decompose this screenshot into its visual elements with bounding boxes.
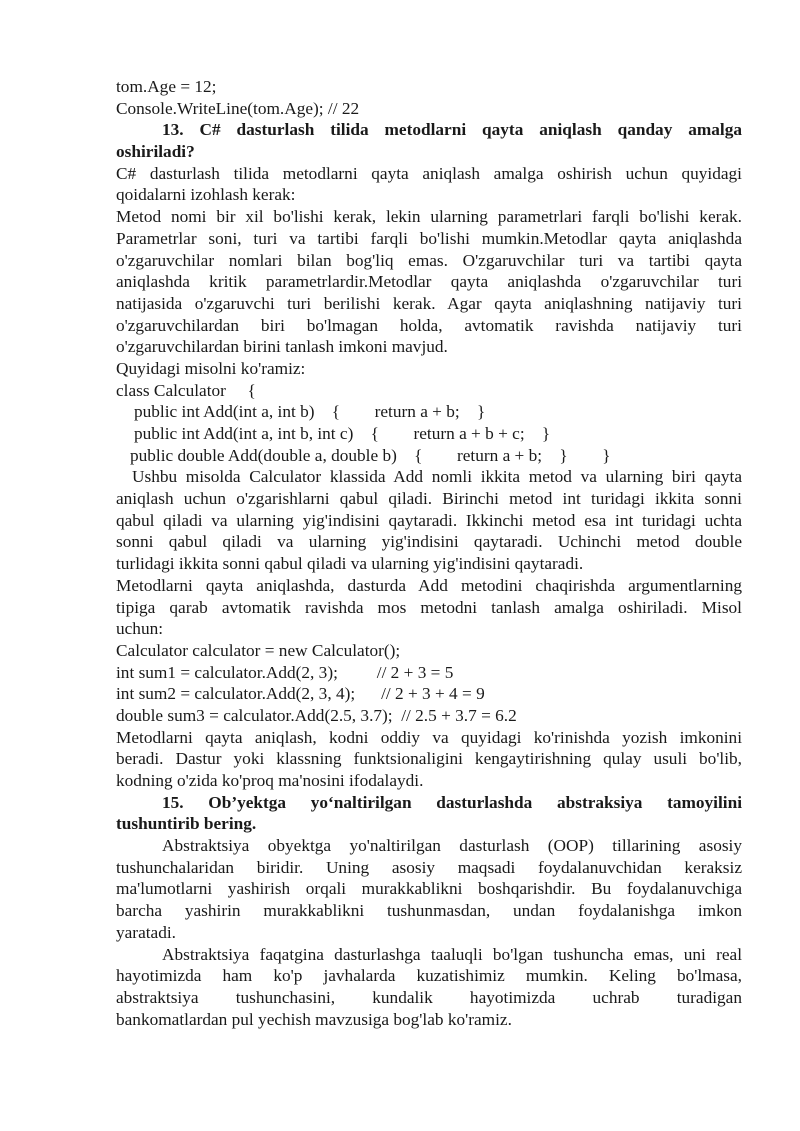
code-line: class Calculator { (116, 380, 256, 400)
text-line: hayotimizda ham ko'p javhalarda kuzatishimiz mumkin. Keling bo'lmasa, (116, 966, 742, 986)
text-line: aniqlashda kritik parametrlardir.Metodlar qayta aniqlashda o'zgaruvchilar turi (116, 272, 742, 292)
section-heading-15: 15. Ob’yektga yo‘naltirilgan dasturlashda abstraksiya tamoyilini (162, 792, 742, 812)
text-line: o'zgaruvchilardan birini tanlash imkoni mavjud. (116, 337, 448, 357)
text-line: tipiga qarab avtomatik ravishda mos metodni tanlash amalga oshiriladi. Misol (116, 597, 742, 617)
code-line: tom.Age = 12; (116, 77, 217, 96)
text-line: qabul qiladi va ularning yig'indisini qaytaradi. Ikkinchi metod esa int turidagi uchta (116, 510, 742, 530)
text-line: yaratadi. (116, 922, 176, 942)
text-line: aniqlash uchun o'zgarishlarni qabul qiladi. Birinchi metod int turidagi ikkita sonni (116, 489, 742, 509)
code-line: public int Add(int a, int b, int c) { return a + b + c; } (134, 424, 551, 443)
text-line: qoidalarni izohlash kerak: (116, 185, 296, 205)
text-line: tushunchalaridan biridir. Uning asosiy maqsadi foydalanuvchidan keraksiz (116, 857, 742, 877)
section-heading-13: 13. C# dasturlash tilida metodlarni qayta aniqlash qanday amalga (162, 120, 742, 140)
code-line: Calculator calculator = new Calculator(); (116, 640, 401, 660)
code-line: Console.WriteLine(tom.Age); // 22 (116, 98, 360, 118)
text-line: Parametrlar soni, turi va tartibi farqli bo'lishi mumkin.Metodlar qayta aniqlashda (116, 228, 742, 248)
text-line: o'zgaruvchilardan biri bo'lmagan holda, avtomatik ravishda natijaviy turi (116, 315, 742, 335)
text-line: sonni qabul qiladi va ularning yig'indisini qaytaradi. Uchinchi metod double (116, 532, 742, 552)
code-line: public double Add(double a, double b) { return a + b; } } (130, 445, 611, 465)
code-line: int sum1 = calculator.Add(2, 3); // 2 + 3 = 5 (116, 662, 454, 682)
page-text (116, 76, 742, 1030)
text-line: Metodlarni qayta aniqlash, kodni oddiy va quyidagi ko'rinishda yozish imkonini (116, 727, 742, 747)
text-line: beradi. Dastur yoki klassning funktsionaligini kengaytirishning qulay usuli bo'lib, (116, 749, 742, 769)
text-line: Metod nomi bir xil bo'lishi kerak, lekin ularning parametrlari farqli bo'lishi kerak. (116, 207, 742, 227)
text-line: barcha yashirin murakkablikni tushunmasdan, undan foydalanishga imkon (116, 901, 742, 921)
text-line: Ushbu misolda Calculator klassida Add nomli ikkita metod va ularning biri qayta (132, 467, 742, 487)
text-line: abstraktsiya tushunchasini, kundalik hayotimizda uchrab turadigan (116, 987, 742, 1007)
section-heading-15-cont: tushuntirib bering. (116, 814, 257, 834)
code-line: double sum3 = calculator.Add(2.5, 3.7); // 2.5 + 3.7 = 6.2 (116, 705, 517, 725)
text-line: bankomatlardan pul yechish mavzusiga bog'lab ko'ramiz. (116, 1009, 512, 1029)
section-heading-13-cont: oshiriladi? (116, 142, 195, 162)
text-line: ma'lumotlarni yashirish orqali murakkablikni boshqarishdir. Bu foydalanuvchiga (116, 879, 742, 899)
text-line: C# dasturlash tilida metodlarni qayta aniqlash amalga oshirish uchun quyidagi (116, 163, 742, 183)
text-line: natijasida o'zgaruvchi turi berilishi kerak. Agar qayta aniqlashning natijaviy turi (116, 293, 742, 313)
text-line: Abstraktsiya faqatgina dasturlashga taaluqli bo'lgan tushuncha emas, uni real (162, 944, 742, 964)
text-line: kodning o'zida ko'proq ma'nosini ifodalaydi. (116, 771, 424, 790)
text-line: o'zgaruvchilar nomlari bilan bog'liq emas. O'zgaruvchilar turi va tartibi qayta (116, 250, 742, 270)
text-line: Quyidagi misolni ko'ramiz: (116, 358, 306, 378)
code-line: int sum2 = calculator.Add(2, 3, 4); // 2 + 3 + 4 = 9 (116, 684, 485, 704)
code-line: public int Add(int a, int b) { return a + b; } (134, 402, 486, 422)
text-line: uchun: (116, 619, 164, 639)
text-line: Abstraktsiya obyektga yo'naltirilgan dasturlash (OOP) tillarining asosiy (162, 836, 742, 856)
text-line: turlidagi ikkita sonni qabul qiladi va ularning yig'indisini qaytaradi. (116, 554, 584, 574)
text-line: Metodlarni qayta aniqlashda, dasturda Add metodini chaqirishda argumentlarning (116, 575, 742, 595)
